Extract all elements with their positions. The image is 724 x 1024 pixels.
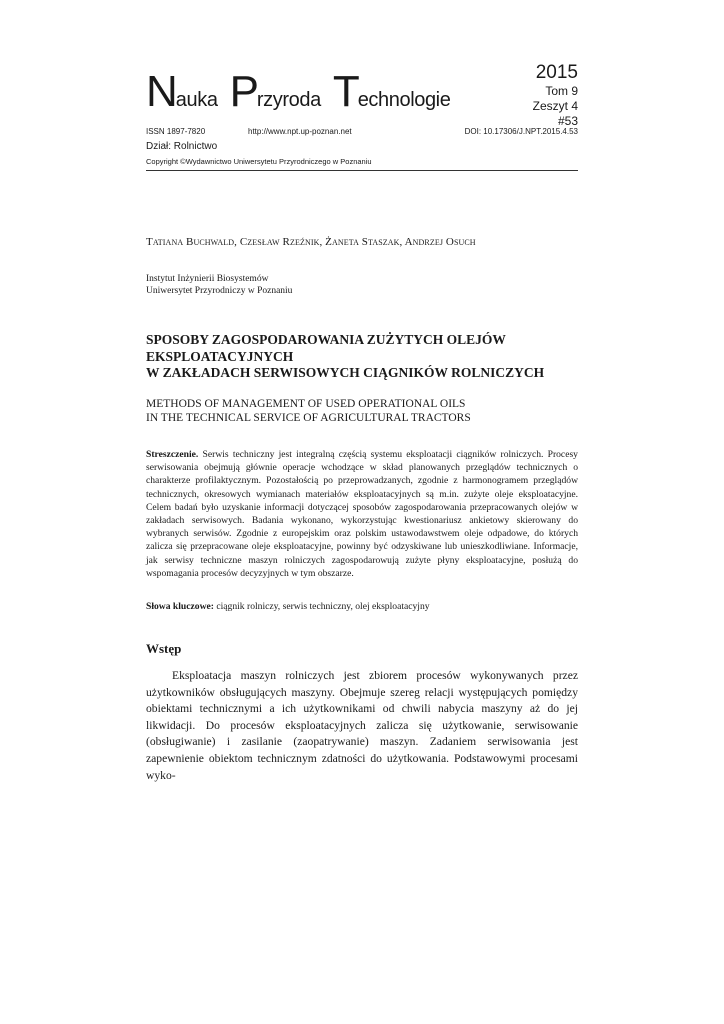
journal-title-word-2: rzyroda — [256, 89, 321, 111]
affiliation — [146, 273, 292, 297]
authors: Tatiana Buchwald, Czesław Rzeźnik, Żaneta Staszak, Andrzej Osuch — [146, 236, 476, 248]
title-english-line: METHODS OF MANAGEMENT OF USED OPERATIONAL OILS — [146, 398, 466, 410]
affiliation-university: Uniwersytet Przyrodniczy w Poznaniu — [146, 286, 293, 296]
journal-section: Dział: Rolnictwo — [146, 141, 218, 152]
abstract-label: Streszczenie. — [146, 449, 199, 460]
title-english — [146, 397, 586, 425]
section-heading: Wstęp — [146, 641, 182, 656]
journal-title-word-3: echnologie — [357, 89, 451, 111]
affiliation-institute: Instytut Inżynierii Biosystemów — [146, 274, 269, 284]
title-polish-line: EKSPLOATACYJNYCH — [146, 348, 294, 364]
title-polish-line: SPOSOBY ZAGOSPODAROWANIA ZUŻYTYCH OLEJÓW — [146, 332, 506, 347]
article-number: #53 — [557, 114, 578, 128]
keywords — [146, 601, 578, 612]
abstract — [146, 448, 578, 580]
copyright: Copyright ©Wydawnictwo Uniwersytetu Przyrodniczego w Poznaniu — [146, 157, 372, 166]
journal-url-link[interactable]: http://www.npt.up-poznan.net — [248, 127, 352, 136]
issue-volume: Tom 9 — [545, 84, 578, 98]
issue-info — [533, 62, 578, 129]
title-polish-line: W ZAKŁADACH SERWISOWYCH CIĄGNIKÓW ROLNICZYCH — [146, 365, 545, 380]
title-english-line: IN THE TECHNICAL SERVICE OF AGRICULTURAL TRACTORS — [146, 412, 471, 424]
body-paragraph: Eksploatacja maszyn rolniczych jest zbiorem procesów wykonywanych przez użytkowników obsługujących maszyny. Obejmuje szereg relacji występujących pomiędzy obiektami technicznymi a ich użytkownikami od chwili nabycia maszyny aż do jej likwidacji. Do procesów eksploatacyjnych zalicza się użytkowanie, serwisowanie (obsługiwanie) i zasilanie (zaopatrywanie) maszyn. Zadaniem serwisowania jest zapewnienie obiektom technicznym zdatności do użytkowania. Podstawowymi procesami wyko- — [146, 669, 578, 782]
issue-year: 2015 — [535, 62, 578, 83]
journal-title-initial-3: T — [332, 67, 358, 116]
issue-number: Zeszyt 4 — [532, 99, 578, 113]
abstract-text: Serwis techniczny jest integralną częścią systemu eksploatacji ciągników rolniczych. Procesy serwisowania obejmują głównie operacje wchodzące w skład planowanych przeglądów technicznych o charakterze profilaktycznym. Pozostałością po przeprowadzanych, zgodnie z harmonogramem przeglądów technicznych, okresowych wymianach materiałów eksploatacyjnych są m.in. zużyte oleje eksploatacyjne. Celem badań było uzyskanie informacji dotyczącej sposobów zagospodarowania przepracowanych olejów w zakładach serwisowych. Badania wykonano, wykorzystując kwestionariusz ankietowy skierowany do wybranych serwisów. Zgodnie z europejskim oraz polskim ustawodawstwem oleje odpadowe, do których zalicza się przepracowane oleje eksploatacyjne, powinny być odzyskiwane lub unieszkodliwiane. Informacje, jak serwisy techniczne maszyn rolniczych zagospodarowują zużyte płyny eksploatacyjne, posłużą do wspomagania procesów decyzyjnych w tym obszarze. — [146, 449, 578, 579]
journal-title — [146, 67, 462, 116]
journal-title-word-1: auka — [175, 89, 218, 111]
issn: ISSN 1897-7820 — [146, 127, 206, 136]
title-polish — [146, 332, 586, 382]
keywords-label: Słowa kluczowe: — [146, 601, 214, 612]
doi: DOI: 10.17306/J.NPT.2015.4.53 — [464, 127, 578, 136]
journal-title-initial-2: P — [229, 67, 257, 116]
keywords-text: ciągnik rolniczy, serwis techniczny, olej eksploatacyjny — [216, 601, 430, 612]
header-divider — [146, 170, 578, 171]
journal-title-initial-1: N — [146, 67, 176, 116]
